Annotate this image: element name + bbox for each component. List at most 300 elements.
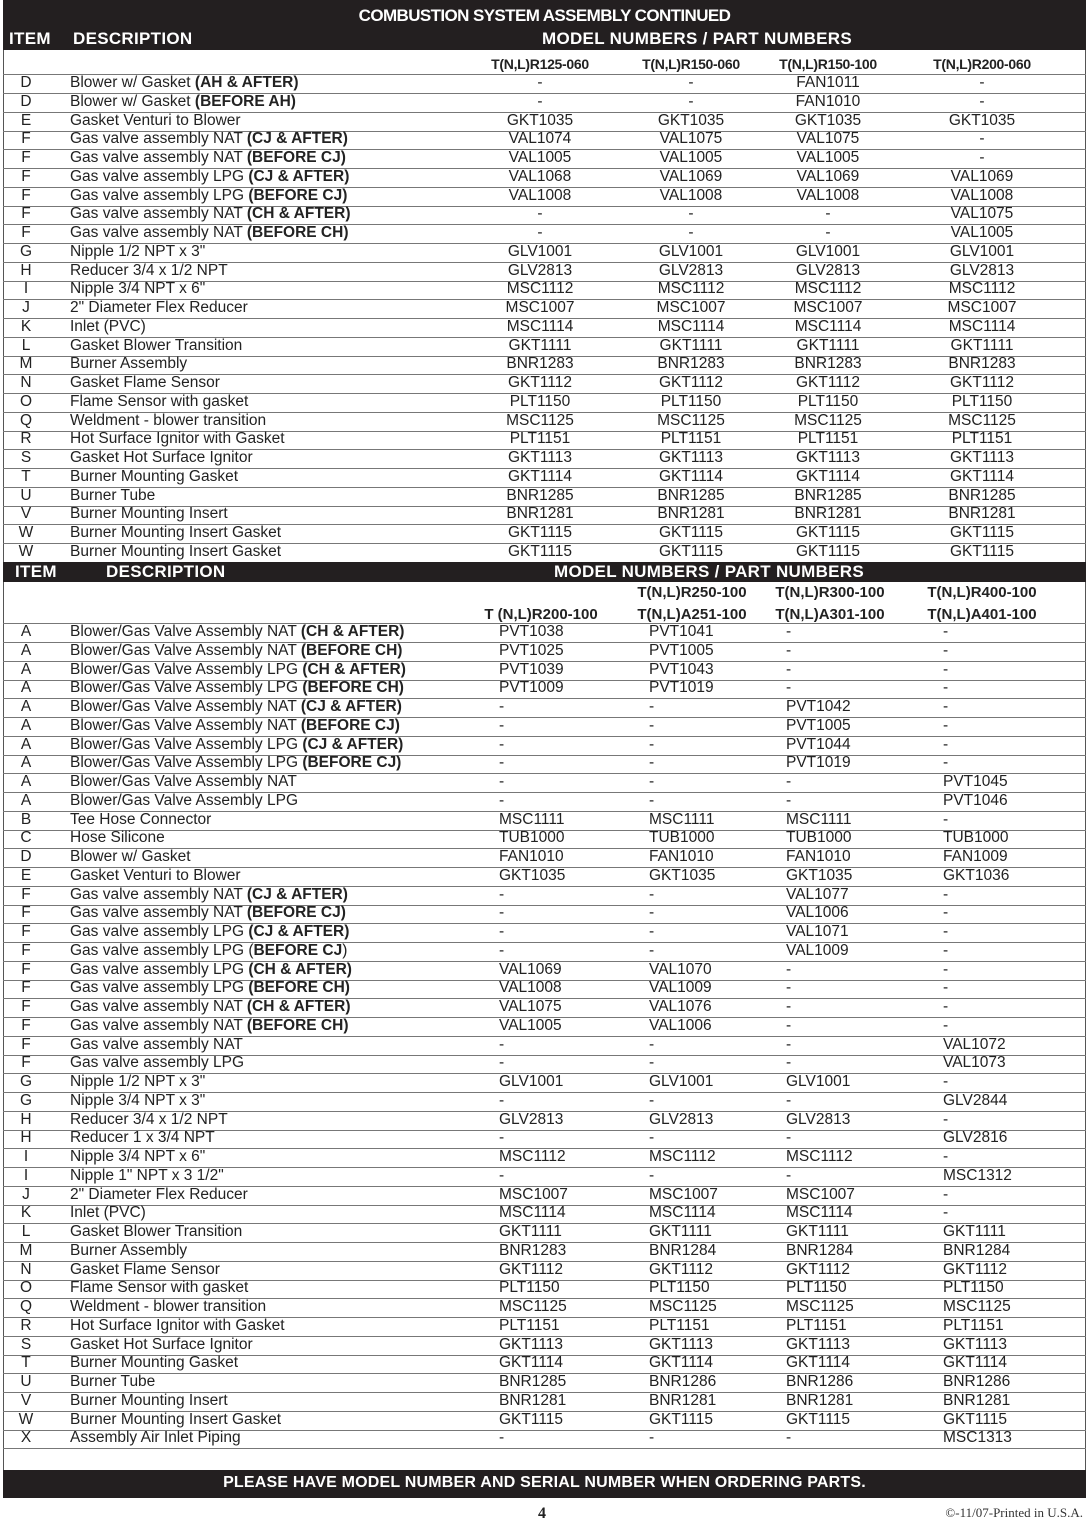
table-row bbox=[3, 961, 1086, 981]
part-number: MSC1112 bbox=[657, 280, 725, 298]
part-number: MSC1114 bbox=[506, 317, 574, 335]
part-number: VAL1008 bbox=[659, 186, 723, 204]
description-text: 2" Diameter Flex Reducer bbox=[70, 1185, 248, 1203]
part-number: - bbox=[649, 754, 655, 772]
part-number: PVT1041 bbox=[649, 623, 714, 640]
part-number: - bbox=[943, 960, 949, 978]
item-description bbox=[70, 773, 297, 791]
part-number: - bbox=[649, 1091, 655, 1109]
part-number: MSC1007 bbox=[656, 299, 726, 316]
item-letter: U bbox=[20, 1373, 32, 1390]
part-number: GKT1035 bbox=[506, 111, 574, 129]
part-number: GLV2813 bbox=[795, 261, 861, 279]
item-letter: I bbox=[23, 1148, 29, 1165]
part-number: PVT1043 bbox=[649, 660, 714, 678]
item-description bbox=[70, 1167, 224, 1185]
serial-range-note: (BEFORE CH) bbox=[246, 1016, 349, 1034]
item-letter: A bbox=[20, 641, 32, 659]
item-letter: A bbox=[20, 791, 32, 809]
table-row bbox=[3, 74, 1086, 94]
item-description bbox=[70, 961, 352, 979]
part-number: - bbox=[499, 698, 505, 715]
item-letter: I bbox=[23, 1166, 29, 1184]
table-row bbox=[3, 886, 1086, 906]
description-text: Burner Assembly bbox=[70, 1241, 188, 1259]
item-letter: N bbox=[20, 374, 32, 391]
description-text: Reducer 3/4 x 1/2 NPT bbox=[70, 261, 228, 279]
table-row bbox=[3, 205, 1086, 225]
table-row bbox=[3, 1111, 1086, 1131]
part-number: - bbox=[943, 698, 949, 715]
item-letter: W bbox=[18, 524, 34, 541]
model-header: T(N,L)A301-100 bbox=[775, 606, 885, 623]
part-number: VAL1069 bbox=[499, 960, 562, 978]
table-row bbox=[3, 754, 1086, 774]
table-row bbox=[3, 848, 1086, 868]
item-letter: A bbox=[20, 716, 32, 734]
part-number: MSC1111 bbox=[499, 810, 565, 828]
part-number: GLV2813 bbox=[507, 261, 573, 279]
part-number: - bbox=[499, 716, 505, 734]
part-number: GKT1115 bbox=[507, 542, 573, 560]
part-number: BNR1284 bbox=[786, 1241, 854, 1259]
description-text: Gas valve assembly NAT bbox=[70, 149, 247, 166]
part-number: - bbox=[649, 885, 655, 903]
part-number: BNR1281 bbox=[499, 1391, 567, 1409]
item-letter: W bbox=[18, 542, 34, 560]
serial-range-note: (BEFORE CJ) bbox=[246, 904, 346, 922]
part-number: FAN1010 bbox=[499, 848, 564, 865]
item-description bbox=[70, 262, 228, 280]
model-header: T (N,L)R200-100 bbox=[484, 606, 598, 623]
part-number: - bbox=[688, 74, 694, 91]
part-number: BNR1285 bbox=[794, 486, 862, 504]
table-row bbox=[3, 1392, 1086, 1412]
serial-range-note: (CJ & AFTER) bbox=[248, 167, 350, 185]
part-number: - bbox=[786, 791, 792, 809]
table-row bbox=[3, 1073, 1086, 1093]
part-number: - bbox=[943, 735, 949, 753]
description-text: Burner Mounting Insert Gasket bbox=[70, 542, 282, 560]
part-number: MSC1007 bbox=[786, 1185, 855, 1203]
item-description bbox=[70, 1036, 243, 1054]
part-number: GKT1111 bbox=[950, 336, 1014, 354]
description-text: Blower w/ Gasket bbox=[70, 92, 195, 110]
part-number: PVT1009 bbox=[499, 679, 564, 697]
part-number: MSC1114 bbox=[649, 1204, 716, 1222]
part-number: - bbox=[943, 1204, 949, 1222]
description-text: Burner Tube bbox=[70, 486, 156, 504]
part-number: VAL1075 bbox=[950, 205, 1014, 223]
part-number: PVT1044 bbox=[786, 735, 851, 753]
part-number: - bbox=[688, 224, 694, 241]
part-number: FAN1011 bbox=[796, 74, 860, 91]
part-number: MSC1112 bbox=[499, 1148, 566, 1165]
item-letter: R bbox=[20, 430, 32, 448]
part-number: MSC1125 bbox=[794, 411, 862, 429]
part-number: VAL1069 bbox=[950, 167, 1014, 185]
part-number: TUB1000 bbox=[943, 829, 1009, 847]
item-description bbox=[70, 623, 404, 641]
item-letter: F bbox=[21, 979, 31, 997]
table-row bbox=[3, 468, 1086, 488]
part-number: MSC1007 bbox=[505, 299, 575, 316]
part-number: - bbox=[499, 941, 505, 959]
part-number: GKT1115 bbox=[499, 1410, 564, 1428]
part-number: - bbox=[943, 754, 949, 772]
description-text: Gas valve assembly NAT bbox=[70, 224, 247, 241]
table-row bbox=[3, 449, 1086, 469]
serial-range-note: (BEFORE CJ) bbox=[248, 186, 348, 204]
part-number: - bbox=[537, 92, 543, 110]
part-number: GKT1115 bbox=[795, 524, 861, 541]
description-text: 2" Diameter Flex Reducer bbox=[70, 299, 248, 316]
part-number: GLV1001 bbox=[795, 242, 861, 260]
item-letter: Q bbox=[19, 411, 33, 429]
serial-range-note: (CH & AFTER) bbox=[246, 205, 351, 223]
part-number: - bbox=[499, 1054, 505, 1072]
part-number: GKT1113 bbox=[949, 449, 1015, 466]
part-number: - bbox=[537, 74, 543, 91]
description-text: Gas valve assembly NAT bbox=[70, 904, 247, 922]
part-number: MSC1125 bbox=[657, 411, 725, 429]
part-number: MSC1112 bbox=[506, 280, 574, 298]
part-number: - bbox=[649, 698, 655, 715]
part-number: GLV1001 bbox=[658, 242, 724, 260]
part-number: - bbox=[688, 92, 694, 110]
item-description bbox=[70, 299, 248, 317]
description-text: Blower/Gas Valve Assembly NAT bbox=[70, 716, 301, 734]
part-number: PVT1019 bbox=[649, 679, 714, 697]
part-number: - bbox=[499, 885, 505, 903]
item-description bbox=[70, 393, 248, 411]
description-text: Gas valve assembly NAT bbox=[70, 998, 247, 1015]
part-number: - bbox=[499, 1035, 505, 1053]
part-number: - bbox=[499, 773, 505, 790]
part-number: - bbox=[943, 679, 949, 697]
table-row bbox=[3, 642, 1086, 662]
item-description bbox=[70, 1317, 285, 1335]
item-letter: E bbox=[20, 866, 32, 884]
part-number: BNR1284 bbox=[649, 1241, 717, 1259]
part-number: MSC1114 bbox=[786, 1204, 853, 1222]
part-number: - bbox=[943, 923, 949, 940]
part-number: PVT1005 bbox=[786, 716, 851, 734]
table-row bbox=[3, 1429, 1086, 1449]
part-number: VAL1006 bbox=[649, 1016, 712, 1034]
item-column-header: ITEM bbox=[15, 562, 57, 581]
item-description bbox=[70, 1223, 242, 1241]
part-number: - bbox=[499, 735, 505, 753]
part-number: GKT1115 bbox=[507, 524, 573, 541]
item-description bbox=[70, 904, 346, 922]
part-number: MSC1114 bbox=[948, 317, 1016, 335]
table-row bbox=[3, 393, 1086, 413]
item-description bbox=[70, 792, 298, 810]
description-text: Weldment - blower transition bbox=[70, 411, 267, 429]
serial-range-note: (CJ & AFTER) bbox=[248, 923, 350, 940]
serial-range-note: (AH & AFTER) bbox=[194, 74, 299, 91]
item-description bbox=[70, 811, 211, 829]
part-number: BNR1284 bbox=[943, 1241, 1011, 1259]
item-letter: F bbox=[21, 224, 31, 241]
description-text: Assembly Air Inlet Piping bbox=[70, 1429, 241, 1447]
part-number: VAL1070 bbox=[649, 960, 712, 978]
table-row bbox=[3, 679, 1086, 699]
part-number: - bbox=[786, 1129, 792, 1147]
part-number: VAL1069 bbox=[796, 167, 860, 185]
item-description bbox=[70, 1354, 238, 1372]
model-header: T(N,L)R300-100 bbox=[775, 584, 885, 601]
item-description bbox=[70, 698, 402, 716]
table-row bbox=[3, 168, 1086, 188]
description-text: Gas valve assembly LPG bbox=[70, 1054, 245, 1072]
description-text: Gasket Blower Transition bbox=[70, 336, 243, 354]
part-number: VAL1073 bbox=[943, 1054, 1006, 1072]
table-row bbox=[3, 1373, 1086, 1393]
part-number: MSC1125 bbox=[649, 1298, 717, 1315]
part-number: PLT1150 bbox=[509, 392, 571, 410]
part-number: GLV2813 bbox=[949, 261, 1015, 279]
item-description bbox=[70, 1373, 155, 1391]
item-description bbox=[70, 642, 402, 660]
part-number: MSC1111 bbox=[786, 810, 852, 828]
part-number: PVT1045 bbox=[943, 773, 1008, 790]
description-text: Flame Sensor with gasket bbox=[70, 1279, 249, 1297]
table-header-bar bbox=[3, 0, 1086, 50]
item-letter: E bbox=[20, 111, 32, 129]
description-text: Gasket Flame Sensor bbox=[70, 1260, 220, 1278]
item-description bbox=[70, 543, 281, 561]
part-number: PVT1025 bbox=[499, 641, 564, 659]
part-number: PVT1038 bbox=[499, 623, 564, 640]
description-text: Gas valve assembly NAT bbox=[70, 885, 247, 903]
description-text: Blower w/ Gasket bbox=[70, 74, 195, 91]
part-number: PLT1150 bbox=[649, 1279, 710, 1297]
part-number: GKT1111 bbox=[508, 336, 572, 354]
description-text: Nipple 1/2 NPT x 3" bbox=[70, 1073, 206, 1090]
item-description bbox=[70, 829, 165, 847]
item-description bbox=[70, 243, 205, 261]
part-number: - bbox=[979, 149, 985, 166]
table-row bbox=[3, 1092, 1086, 1112]
description-text: Gas valve assembly LPG bbox=[70, 923, 249, 940]
part-number: - bbox=[499, 923, 505, 940]
item-letter: J bbox=[22, 299, 30, 316]
table-row bbox=[3, 1261, 1086, 1281]
part-number: - bbox=[786, 979, 792, 997]
part-number: MSC1114 bbox=[657, 317, 725, 335]
table-row bbox=[3, 811, 1086, 831]
serial-range-note: (CJ & AFTER) bbox=[246, 130, 348, 148]
table-row bbox=[3, 280, 1086, 300]
item-description bbox=[70, 468, 238, 486]
part-number: - bbox=[649, 1129, 655, 1147]
item-letter: K bbox=[20, 1204, 32, 1222]
item-letter: D bbox=[20, 74, 32, 91]
part-number: - bbox=[786, 1054, 792, 1072]
part-number: - bbox=[786, 1091, 792, 1109]
description-text: Gas valve assembly LPG bbox=[70, 979, 249, 997]
part-number: GKT1112 bbox=[795, 374, 861, 391]
table-row bbox=[3, 412, 1086, 432]
item-description bbox=[70, 205, 350, 223]
part-number: - bbox=[786, 1035, 792, 1053]
item-description bbox=[70, 112, 241, 130]
description-text: Gas valve assembly NAT bbox=[70, 205, 247, 223]
part-number: MSC1007 bbox=[793, 299, 863, 316]
copyright: ©-11/07-Printed in U.S.A. bbox=[945, 1505, 1083, 1520]
part-number: GKT1115 bbox=[658, 524, 724, 541]
part-number: GKT1111 bbox=[649, 1223, 712, 1240]
part-number: GKT1112 bbox=[786, 1260, 851, 1278]
table-row bbox=[3, 187, 1086, 207]
description-text: Gas valve assembly LPG bbox=[70, 960, 249, 978]
item-description bbox=[70, 487, 155, 505]
item-description bbox=[70, 1336, 253, 1354]
description-text: Inlet (PVC) bbox=[70, 317, 146, 335]
description-text: Gas valve assembly NAT bbox=[70, 1035, 243, 1053]
part-number: - bbox=[649, 1054, 655, 1072]
item-letter: S bbox=[20, 1335, 32, 1353]
item-letter: F bbox=[21, 960, 31, 978]
item-column-header: ITEM bbox=[9, 29, 51, 48]
part-number: - bbox=[786, 1016, 792, 1034]
table-row bbox=[3, 318, 1086, 338]
table-row bbox=[3, 1017, 1086, 1037]
part-number: BNR1281 bbox=[948, 505, 1016, 523]
part-number: GKT1111 bbox=[786, 1223, 849, 1240]
part-number: GKT1115 bbox=[943, 1410, 1008, 1428]
part-number: GKT1112 bbox=[949, 374, 1015, 391]
description-text: Blower/Gas Valve Assembly NAT bbox=[70, 641, 301, 659]
part-number: GKT1115 bbox=[949, 542, 1015, 560]
part-number: VAL1074 bbox=[508, 130, 572, 148]
part-number: - bbox=[786, 998, 792, 1015]
part-number: GKT1111 bbox=[659, 336, 723, 354]
item-letter: O bbox=[19, 1279, 33, 1297]
item-letter: F bbox=[21, 1054, 31, 1072]
part-number: GKT1114 bbox=[949, 467, 1015, 485]
serial-range-note: (BEFORE AH) bbox=[194, 92, 296, 110]
item-letter: A bbox=[20, 773, 32, 790]
item-description bbox=[70, 412, 266, 430]
item-letter: J bbox=[22, 1185, 30, 1203]
part-number: BNR1285 bbox=[506, 486, 574, 504]
item-description bbox=[70, 979, 350, 997]
part-number: - bbox=[943, 979, 949, 997]
part-number: BNR1283 bbox=[794, 355, 862, 373]
part-number: PLT1151 bbox=[649, 1316, 710, 1334]
table-row bbox=[3, 1354, 1086, 1374]
part-number: GKT1112 bbox=[499, 1260, 564, 1278]
part-number: GKT1035 bbox=[657, 111, 725, 129]
part-number: BNR1285 bbox=[948, 486, 1016, 504]
part-number: MSC1114 bbox=[499, 1204, 566, 1222]
item-description bbox=[70, 430, 285, 448]
part-number: - bbox=[825, 224, 831, 241]
item-letter: V bbox=[20, 505, 32, 523]
part-number: GKT1111 bbox=[796, 336, 860, 354]
serial-range-note: (BEFORE CH) bbox=[246, 224, 349, 241]
description-text: Nipple 3/4 NPT x 3" bbox=[70, 1091, 206, 1109]
description-text: Blower/Gas Valve Assembly LPG bbox=[70, 791, 298, 809]
model-header: T(N,L)R200-060 bbox=[933, 56, 1031, 72]
item-description bbox=[70, 1129, 215, 1147]
part-number: GLV2813 bbox=[499, 1110, 564, 1128]
part-number: PLT1151 bbox=[943, 1316, 1004, 1334]
part-number: - bbox=[649, 773, 655, 790]
part-number: - bbox=[943, 810, 949, 828]
item-letter: T bbox=[21, 1354, 31, 1372]
part-number: GKT1115 bbox=[949, 524, 1015, 541]
item-description bbox=[70, 524, 281, 542]
table-row bbox=[3, 698, 1086, 718]
description-text: Flame Sensor with gasket bbox=[70, 392, 249, 410]
item-description bbox=[70, 1073, 205, 1091]
serial-range-note: (CH & AFTER) bbox=[246, 998, 351, 1015]
item-letter: M bbox=[19, 355, 33, 373]
part-number: FAN1010 bbox=[795, 92, 861, 110]
part-number: PVT1039 bbox=[499, 660, 564, 678]
part-number: MSC1112 bbox=[794, 280, 862, 298]
part-number: MSC1112 bbox=[948, 280, 1016, 298]
part-number: GLV1001 bbox=[499, 1073, 564, 1090]
item-description bbox=[70, 1242, 187, 1260]
item-letter: H bbox=[20, 1110, 32, 1128]
description-text: Blower/Gas Valve Assembly LPG bbox=[70, 660, 303, 678]
part-number: GKT1035 bbox=[948, 111, 1016, 129]
table-row bbox=[3, 998, 1086, 1018]
part-number: - bbox=[649, 716, 655, 734]
description-column-header: DESCRIPTION bbox=[106, 562, 226, 581]
part-number: VAL1008 bbox=[950, 186, 1014, 204]
item-description bbox=[70, 717, 400, 735]
part-number: - bbox=[943, 716, 949, 734]
part-number: - bbox=[943, 1185, 949, 1203]
item-letter: F bbox=[21, 904, 31, 922]
item-letter: G bbox=[19, 1073, 33, 1090]
item-letter: D bbox=[20, 848, 32, 865]
item-letter: W bbox=[18, 1410, 34, 1428]
model-header: T(N,L)R400-100 bbox=[927, 584, 1037, 601]
part-number: - bbox=[786, 1429, 792, 1447]
part-number: MSC1114 bbox=[794, 317, 862, 335]
part-number: MSC1312 bbox=[943, 1166, 1012, 1184]
table-row bbox=[3, 773, 1086, 793]
item-description bbox=[70, 149, 346, 167]
item-description bbox=[70, 736, 403, 754]
item-letter: F bbox=[21, 130, 31, 148]
part-number: - bbox=[979, 130, 985, 148]
serial-range-note: (CJ & AFTER) bbox=[246, 885, 348, 903]
item-letter: O bbox=[19, 392, 33, 410]
item-letter: F bbox=[21, 205, 31, 223]
part-number: VAL1008 bbox=[796, 186, 860, 204]
part-number: BNR1283 bbox=[948, 355, 1016, 373]
model-header: T(N,L)A251-100 bbox=[637, 606, 747, 623]
part-number: BNR1281 bbox=[786, 1391, 854, 1409]
item-description bbox=[70, 355, 187, 373]
part-number: - bbox=[499, 1129, 505, 1147]
item-letter: H bbox=[20, 261, 32, 279]
table-row bbox=[3, 130, 1086, 150]
item-letter: F bbox=[21, 1035, 31, 1053]
part-number: VAL1075 bbox=[659, 130, 723, 148]
item-description bbox=[70, 1092, 205, 1110]
table-row bbox=[3, 1148, 1086, 1168]
table-row bbox=[3, 524, 1086, 544]
